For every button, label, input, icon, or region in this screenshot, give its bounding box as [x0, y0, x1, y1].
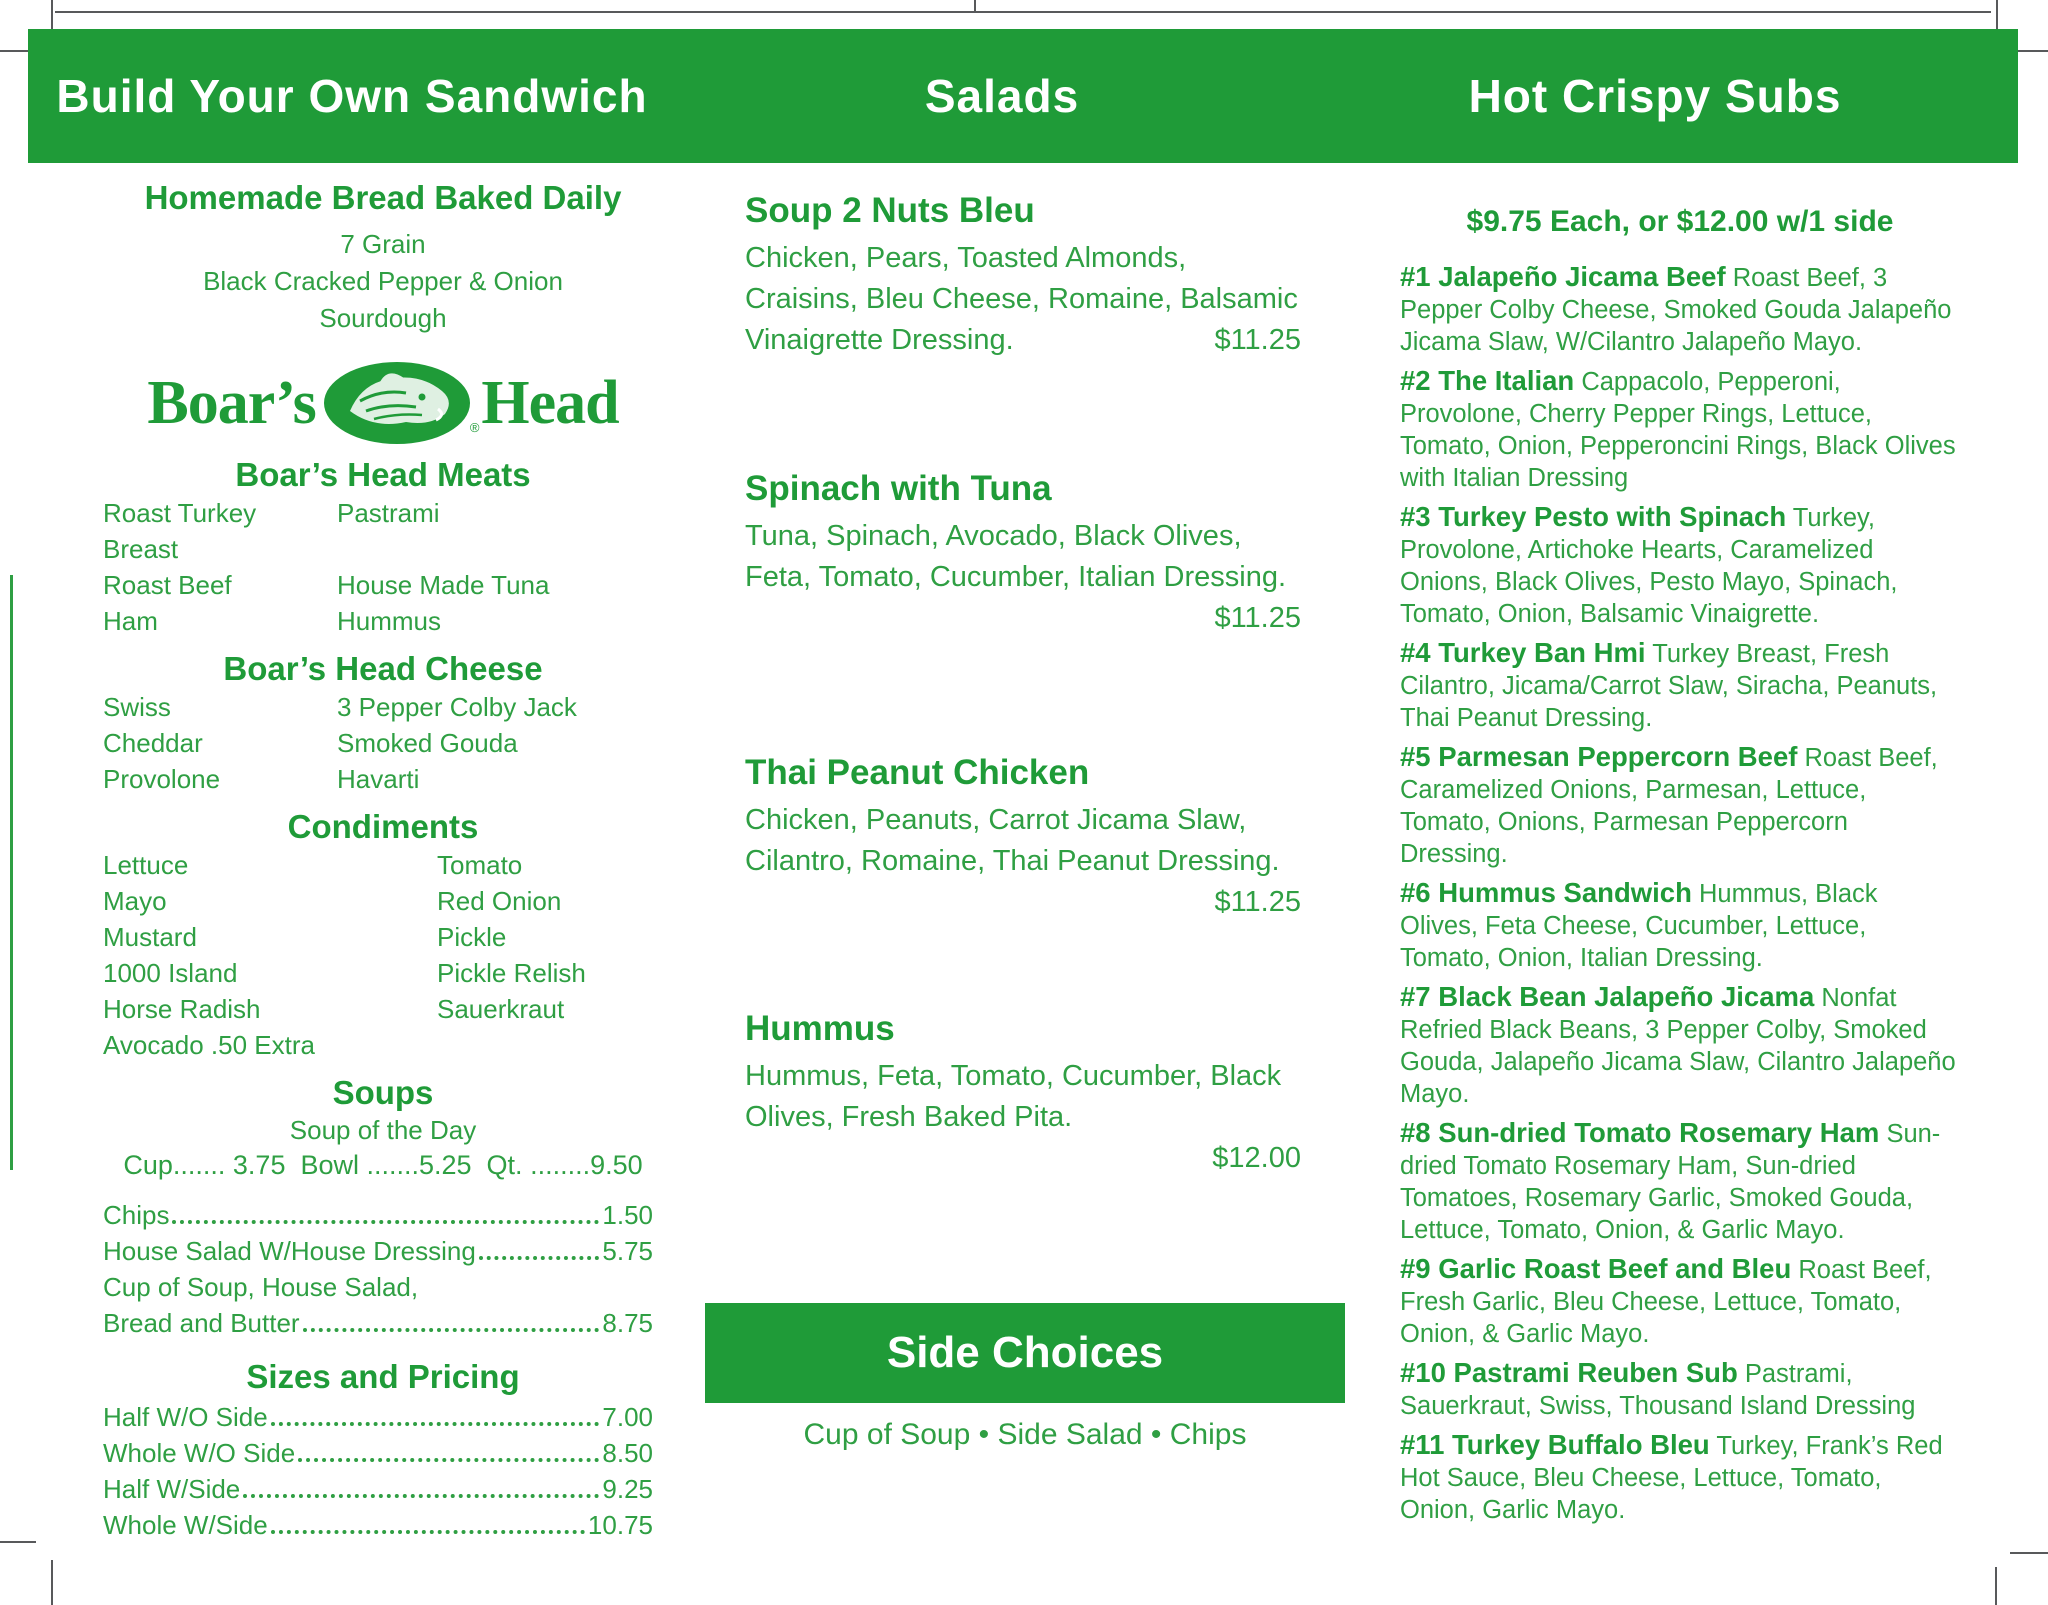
- side-choices-band: Side Choices: [705, 1303, 1345, 1403]
- sub-title: #1 Jalapeño Jicama Beef: [1400, 261, 1726, 292]
- condiments-list: [75, 847, 691, 1027]
- sub-desc: Roast Beef, Fresh Garlic, Bleu Cheese, Lettuce, Tomato, Onion, & Garlic Mayo.: [1400, 1256, 1932, 1348]
- sub-item-1: [1400, 261, 1960, 358]
- sub-title: #11 Turkey Buffalo Bleu: [1400, 1429, 1710, 1460]
- meat-item: Roast Beef: [103, 570, 232, 600]
- cheese-list: [75, 689, 691, 797]
- sub-item-2: [1400, 365, 1960, 494]
- price-row: House Salad W/House Dressing 5.75: [103, 1233, 653, 1269]
- sub-item-3: [1400, 501, 1960, 630]
- sub-desc: Sun-dried Tomato Rosemary Ham, Sun-dried Tomatoes, Rosemary Garlic, Smoked Gouda, Lettuce, Tomato, Onion, & Garlic Mayo.: [1400, 1120, 1941, 1244]
- condiment-item: Mustard: [103, 922, 197, 952]
- condiment-item: Sauerkraut: [437, 994, 565, 1024]
- sub-item-11: [1400, 1429, 1960, 1526]
- salad-price: $11.25: [1214, 602, 1301, 634]
- condiment-item: Red Onion: [437, 886, 562, 916]
- sub-item-7: [1400, 981, 1960, 1110]
- sub-title: #4 Turkey Ban Hmi: [1400, 637, 1646, 668]
- sub-desc: Turkey, Frank’s Red Hot Sauce, Bleu Cheese, Lettuce, Tomato, Onion, Garlic Mayo.: [1400, 1432, 1943, 1524]
- sub-item-9: [1400, 1253, 1960, 1350]
- sub-title: #5 Parmesan Peppercorn Beef: [1400, 741, 1798, 772]
- dotted-leader: [271, 1530, 585, 1534]
- fold-line: [10, 575, 13, 1170]
- condiment-item: Horse Radish: [103, 994, 261, 1024]
- condiments-heading: Condiments: [287, 808, 479, 845]
- price-value: 8.75: [602, 1308, 653, 1338]
- hot-crispy-subs-column: [1400, 205, 1960, 1533]
- sub-title: #6 Hummus Sandwich: [1400, 877, 1692, 908]
- bread-item: Sourdough: [319, 303, 447, 333]
- salad-desc: Chicken, Peanuts, Carrot Jicama Slaw, Cilantro, Romaine, Thai Peanut Dressing. $11.25: [745, 800, 1301, 882]
- cheese-item: Cheddar: [103, 728, 203, 758]
- meats-list: [75, 495, 691, 639]
- sides-price-list: [75, 1197, 691, 1341]
- salad-desc: Tuna, Spinach, Avocado, Black Olives, Feta, Tomato, Cucumber, Italian Dressing. $11.25: [745, 516, 1301, 598]
- price-value: 9.25: [602, 1474, 653, 1504]
- condiment-item: 1000 Island: [103, 958, 238, 988]
- cheese-item: Provolone: [103, 764, 221, 794]
- top-hairline: [55, 11, 1991, 13]
- sub-item-6: [1400, 877, 1960, 974]
- subs-price-line: $9.75 Each, or $12.00 w/1 side: [1466, 205, 1894, 238]
- sizes-heading: Sizes and Pricing: [246, 1358, 520, 1395]
- sub-title: #9 Garlic Roast Beef and Bleu: [1400, 1253, 1792, 1284]
- bread-heading: Homemade Bread Baked Daily: [144, 179, 622, 216]
- soup-of-the-day: Soup of the Day: [289, 1115, 477, 1145]
- soup-price-line: Cup....... 3.75 Bowl .......5.25 Qt. ........9.50: [123, 1150, 643, 1180]
- column-title-hot-crispy-subs: Hot Crispy Subs: [1468, 70, 1842, 122]
- crop-mark-bottom-right-v: [1995, 1567, 1997, 1605]
- price-value: 8.50: [602, 1438, 653, 1468]
- salad-name: Thai Peanut Chicken: [745, 753, 1090, 792]
- sub-desc: Nonfat Refried Black Beans, 3 Pepper Colby, Smoked Gouda, Jalapeño Jicama Slaw, Cilantro Jalapeño Mayo.: [1400, 984, 1956, 1108]
- sub-desc: Cappacolo, Pepperoni, Provolone, Cherry Pepper Rings, Lettuce, Tomato, Onion, Pepperoncini Rings, Black Olives with Italian Dressing: [1400, 368, 1956, 492]
- dotted-leader: [243, 1494, 599, 1498]
- price-row: Whole W/O Side 8.50: [103, 1435, 653, 1471]
- top-registration-tick: [974, 0, 976, 12]
- price-value: 1.50: [602, 1200, 653, 1230]
- dotted-leader: [479, 1256, 600, 1260]
- column-title-salads: Salads: [924, 70, 1080, 122]
- sub-desc: Turkey, Provolone, Artichoke Hearts, Caramelized Onions, Black Olives, Pesto Mayo, Spinach, Tomato, Onion, Balsamic Vinaigrette.: [1400, 504, 1898, 628]
- cheese-item: Swiss: [103, 692, 171, 722]
- header-band: [28, 29, 2018, 163]
- salad-price: $11.25: [1214, 324, 1301, 356]
- condiment-extra: Avocado .50 Extra: [103, 1030, 315, 1060]
- salad-item-spinach-with-tuna: [745, 468, 1301, 639]
- price-value: 10.75: [587, 1510, 653, 1540]
- condiment-item: Tomato: [437, 850, 523, 880]
- logo-word-left: Boar’s: [147, 369, 316, 437]
- meat-item: Pastrami: [337, 498, 440, 528]
- boars-head-logo: [75, 357, 691, 449]
- salad-item-hummus: [745, 1008, 1301, 1179]
- salad-price: $12.00: [1212, 1142, 1301, 1174]
- salad-price: $11.25: [1214, 886, 1301, 918]
- condiment-item: Pickle: [437, 922, 507, 952]
- build-your-own-column: [75, 178, 691, 1543]
- salad-desc: Hummus, Feta, Tomato, Cucumber, Black Olives, Fresh Baked Pita.: [745, 1060, 1282, 1133]
- salad-name: Spinach with Tuna: [745, 469, 1052, 508]
- bread-list: [75, 226, 691, 337]
- sub-item-4: [1400, 637, 1960, 734]
- column-title-build-your-own: Build Your Own Sandwich: [56, 70, 648, 122]
- price-row: Cup of Soup, House Salad,: [103, 1272, 419, 1302]
- salad-name: Hummus: [745, 1009, 895, 1048]
- sub-title: #3 Turkey Pesto with Spinach: [1400, 501, 1787, 532]
- sub-item-5: [1400, 741, 1960, 870]
- sub-item-8: [1400, 1117, 1960, 1246]
- sub-desc: Hummus, Black Olives, Feta Cheese, Cucumber, Lettuce, Tomato, Onion, Italian Dressing.: [1400, 880, 1878, 972]
- bread-item: 7 Grain: [340, 229, 426, 259]
- soups-heading: Soups: [332, 1074, 434, 1111]
- price-row: Half W/O Side 7.00: [103, 1399, 653, 1435]
- meats-heading: Boar’s Head Meats: [235, 456, 531, 493]
- meat-item: Roast Turkey Breast: [103, 498, 257, 564]
- salad-item-thai-peanut-chicken: [745, 752, 1301, 923]
- subs-list: [1400, 261, 1960, 1526]
- cheese-heading: Boar’s Head Cheese: [223, 650, 543, 687]
- meat-item: Hummus: [337, 606, 442, 636]
- registered-mark: ®: [469, 420, 480, 435]
- dotted-leader: [298, 1458, 599, 1462]
- price-row: Bread and Butter 8.75: [103, 1305, 653, 1341]
- salad-name: Soup 2 Nuts Bleu: [745, 191, 1035, 230]
- condiment-item: Pickle Relish: [437, 958, 586, 988]
- salad-item-soup-2-nuts-bleu: [745, 190, 1301, 361]
- bread-item: Black Cracked Pepper & Onion: [203, 266, 563, 296]
- cheese-item: Smoked Gouda: [337, 728, 518, 758]
- condiment-item: Lettuce: [103, 850, 189, 880]
- cheese-item: 3 Pepper Colby Jack: [337, 692, 577, 722]
- crop-mark-bottom-right-h: [2010, 1552, 2048, 1554]
- dotted-leader: [172, 1220, 599, 1224]
- sub-desc: Turkey Breast, Fresh Cilantro, Jicama/Carrot Slaw, Siracha, Peanuts, Thai Peanut Dressing.: [1400, 640, 1938, 732]
- sub-desc: Roast Beef, Caramelized Onions, Parmesan, Lettuce, Tomato, Onions, Parmesan Peppercorn Dressing.: [1400, 744, 1938, 868]
- sub-title: #8 Sun-dried Tomato Rosemary Ham: [1400, 1117, 1880, 1148]
- condiment-item: Mayo: [103, 886, 167, 916]
- sub-title: #10 Pastrami Reuben Sub: [1400, 1357, 1738, 1388]
- price-row: Chips 1.50: [103, 1197, 653, 1233]
- price-row: Half W/Side 9.25: [103, 1471, 653, 1507]
- sizes-price-list: [75, 1399, 691, 1543]
- crop-mark-top-right-v: [1996, 0, 1998, 30]
- logo-word-right: Head: [481, 369, 619, 437]
- dotted-leader: [303, 1328, 600, 1332]
- sub-desc: Roast Beef, 3 Pepper Colby Cheese, Smoked Gouda Jalapeño Jicama Slaw, W/Cilantro Jalapeño Mayo.: [1400, 264, 1952, 356]
- sub-title: #7 Black Bean Jalapeño Jicama: [1400, 981, 1815, 1012]
- boars-head-logo-icon: [322, 359, 472, 452]
- meat-item: Ham: [103, 606, 158, 636]
- salad-desc: Chicken, Pears, Toasted Almonds, Craisins, Bleu Cheese, Romaine, Balsamic Vinaigrette Dressing. $11.25: [745, 238, 1301, 361]
- cheese-item: Havarti: [337, 764, 420, 794]
- crop-mark-bottom-left-h: [0, 1541, 36, 1543]
- price-row: Whole W/Side 10.75: [103, 1507, 653, 1543]
- sub-title: #2 The Italian: [1400, 365, 1575, 396]
- crop-mark-bottom-left-v: [51, 1560, 53, 1605]
- side-choices-caption: Cup of Soup • Side Salad • Chips: [803, 1418, 1247, 1451]
- meat-item: House Made Tuna: [337, 570, 550, 600]
- sub-desc: Pastrami, Sauerkraut, Swiss, Thousand Island Dressing: [1400, 1360, 1916, 1420]
- dotted-leader: [271, 1422, 600, 1426]
- price-value: 7.00: [602, 1402, 653, 1432]
- sub-item-10: [1400, 1357, 1960, 1422]
- price-value: 5.75: [602, 1236, 653, 1266]
